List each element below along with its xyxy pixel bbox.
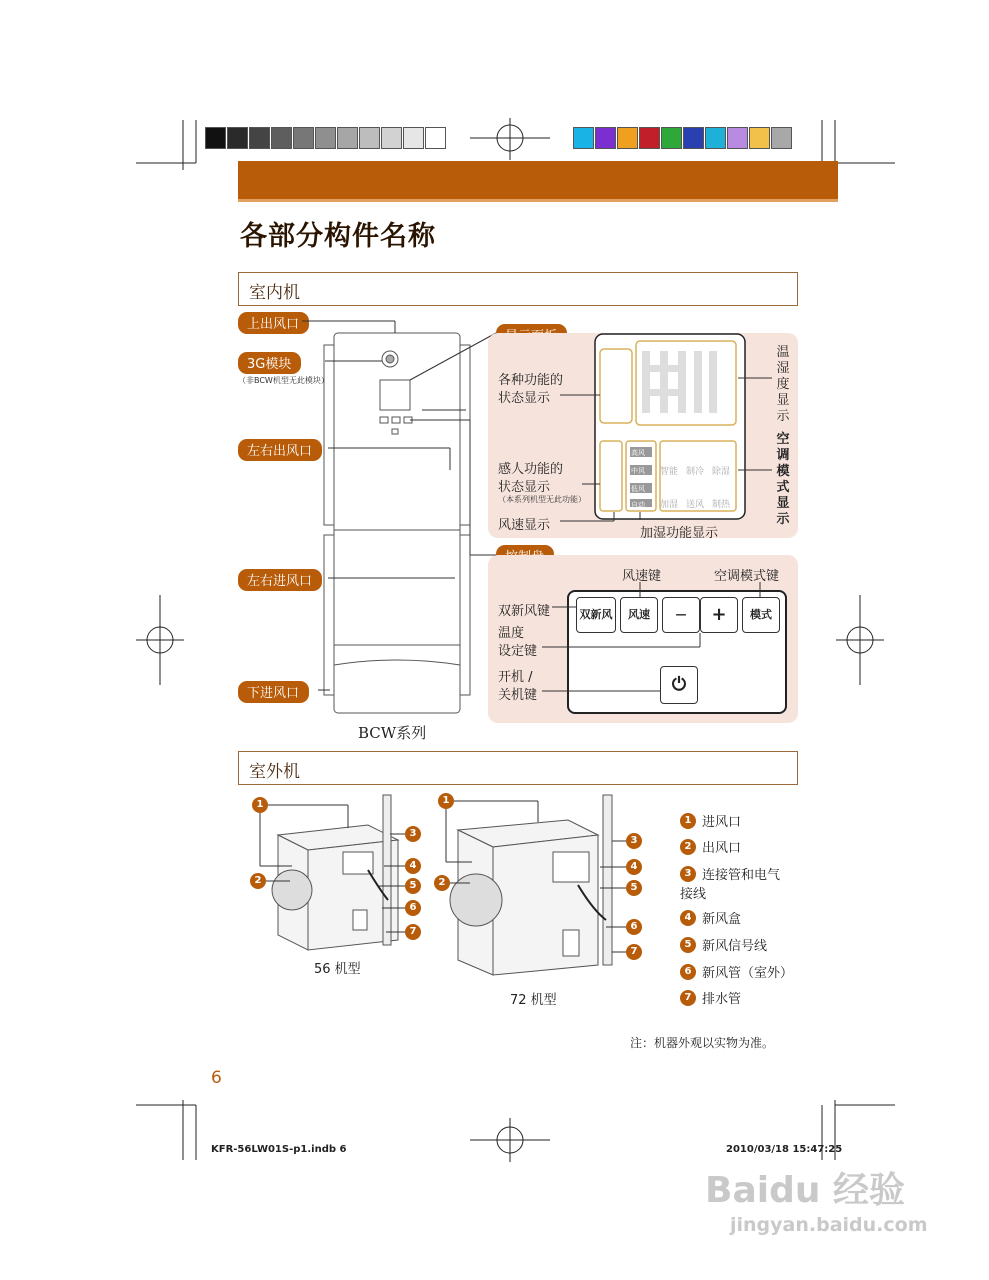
- power-button[interactable]: ⏻: [660, 666, 698, 704]
- temp-humidity-display-label: 温 湿 度 显 示: [776, 345, 790, 424]
- sensor-note: （本系列机型无此功能）: [498, 495, 586, 504]
- callout-56-1: 1: [252, 797, 268, 813]
- legend-item-3: [680, 864, 790, 902]
- mode-key-label: 空调模式键: [714, 569, 780, 584]
- speed-badge-low: 低风: [631, 485, 645, 493]
- mode-icon-cool: 制冷: [686, 467, 705, 477]
- ac-mode-display-label: 空 调 模 式 显 示: [776, 432, 790, 527]
- legend-label: 连接管和电气接线: [680, 868, 781, 902]
- dual-fresh-air-button[interactable]: 双新风: [576, 597, 616, 633]
- sensor-status-line2: 状态显示: [498, 480, 551, 495]
- legend-item-5: [680, 935, 767, 954]
- fan-speed-button[interactable]: 风速: [620, 597, 658, 633]
- bottom-inlet-tag: 下进风口: [238, 681, 309, 703]
- mode-icon-smart: 智能: [660, 467, 679, 477]
- callout-56-4: 4: [405, 858, 421, 874]
- legend-num: 4: [680, 910, 696, 926]
- callout-56-6: 6: [405, 900, 421, 916]
- func-status-line2: 状态显示: [498, 391, 551, 406]
- callout-72-5: 5: [626, 880, 642, 896]
- mode-icon-fan: 送风: [686, 500, 705, 510]
- disclaimer-note: 注：机器外观以实物为准。: [630, 1036, 775, 1050]
- legend-label: 新风盒: [702, 912, 742, 927]
- dual-fresh-key-label: 双新风键: [498, 604, 551, 619]
- mode-icon-dehumidify: 除湿: [712, 467, 731, 477]
- legend-num: 6: [680, 964, 696, 980]
- mode-icon-humidify: 加湿: [660, 500, 679, 510]
- callout-56-3: 3: [405, 826, 421, 842]
- callout-56-7: 7: [405, 924, 421, 940]
- side-outlet-tag: 左右出风口: [238, 439, 322, 461]
- legend-num: 2: [680, 839, 696, 855]
- callout-72-6: 6: [626, 919, 642, 935]
- legend-label: 进风口: [702, 815, 742, 830]
- speed-badge-auto: 自动: [631, 501, 645, 509]
- callout-56-5: 5: [405, 878, 421, 894]
- legend-num: 3: [680, 866, 696, 882]
- callout-56-2: 2: [250, 873, 266, 889]
- footer-file: KFR-56LW01S-p1.indb 6: [211, 1144, 347, 1155]
- callout-72-3: 3: [626, 833, 642, 849]
- legend-num: 5: [680, 937, 696, 953]
- callout-72-4: 4: [626, 859, 642, 875]
- temp-down-button[interactable]: —: [662, 597, 700, 633]
- indoor-section-header: 室内机: [238, 272, 798, 306]
- baidu-watermark: Baidu 经验: [705, 1170, 906, 1211]
- func-status-line1: 各种功能的: [498, 373, 564, 388]
- callout-72-1: 1: [438, 793, 454, 809]
- legend-label: 新风信号线: [702, 939, 768, 954]
- sensor-status-line1: 感人功能的: [498, 462, 564, 477]
- model-56-label: 56 机型: [314, 962, 361, 977]
- callout-72-2: 2: [434, 875, 450, 891]
- model-72-label: 72 机型: [510, 993, 557, 1008]
- footer-date: 2010/03/18 15:47:25: [726, 1144, 843, 1155]
- temp-up-button[interactable]: +: [700, 597, 738, 633]
- side-inlet-tag: 左右进风口: [238, 569, 322, 591]
- callout-72-7: 7: [626, 944, 642, 960]
- series-label: BCW系列: [358, 724, 427, 742]
- legend-item-7: [680, 988, 741, 1007]
- legend-label: 出风口: [702, 841, 742, 856]
- legend-item-1: [680, 811, 741, 830]
- power-label-line2: 关机键: [498, 688, 538, 703]
- humidify-display-label: 加湿功能显示: [640, 526, 719, 541]
- fan-speed-display-label: 风速显示: [498, 518, 551, 533]
- outdoor-section-header: 室外机: [238, 751, 798, 785]
- speed-badge-high: 高风: [631, 449, 645, 457]
- top-outlet-tag: 上出风口: [238, 312, 309, 334]
- legend-num: 7: [680, 990, 696, 1006]
- legend-item-6: [680, 962, 793, 981]
- legend-item-4: [680, 908, 741, 927]
- temp-set-label-line1: 温度: [498, 626, 525, 641]
- legend-label: 排水管: [702, 992, 742, 1007]
- baidu-watermark-url: jingyan.baidu.com: [730, 1214, 928, 1236]
- mode-icon-heat: 制热: [712, 500, 731, 510]
- temp-set-label-line2: 设定键: [498, 644, 538, 659]
- power-label-line1: 开机 /: [498, 670, 533, 685]
- page-title: 各部分构件名称: [240, 221, 436, 252]
- fan-key-label: 风速键: [622, 569, 662, 584]
- legend-item-2: [680, 837, 741, 856]
- speed-badge-mid: 中风: [631, 467, 645, 475]
- mode-button[interactable]: 模式: [742, 597, 780, 633]
- module-note: （非BCW机型无此模块）: [238, 376, 329, 385]
- module-3g-tag: 3G模块: [238, 352, 301, 374]
- legend-label: 新风管（室外）: [702, 966, 794, 981]
- legend-num: 1: [680, 813, 696, 829]
- page-number: 6: [211, 1068, 222, 1088]
